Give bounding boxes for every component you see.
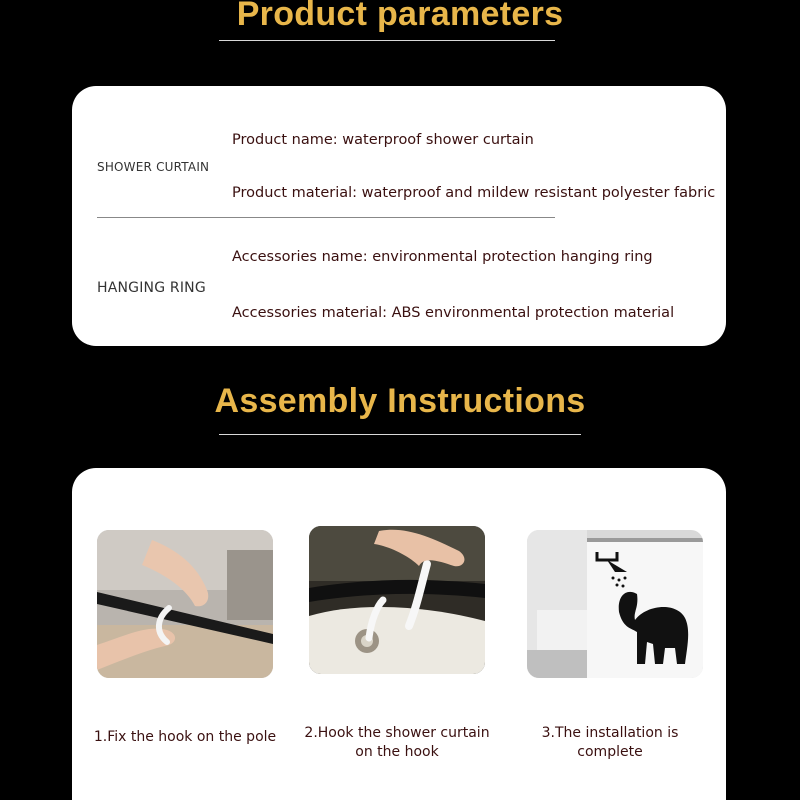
spec-accessories-material: Accessories material: ABS environmental protection material [232,305,675,321]
category-hanging-ring: HANGING RING [97,280,206,296]
assembly-card [72,468,726,800]
parameters-divider [97,217,555,218]
step-2-photo [309,526,485,674]
spec-product-material: Product material: waterproof and mildew resistant polyester fabric [232,185,716,201]
step-1-caption: 1.Fix the hook on the pole [93,729,277,745]
step-3-photo [527,530,703,678]
title-underline [219,434,581,435]
step-2-caption: 2.Hook the shower curtain on the hook [304,725,490,760]
product-parameters-title: Product parameters [236,0,564,33]
title-underline [219,40,555,41]
step-1-photo [97,530,273,678]
assembly-instructions-title: Assembly Instructions [214,382,586,420]
parameters-card [72,86,726,346]
spec-product-name: Product name: waterproof shower curtain [232,132,534,148]
step-3-caption: 3.The installation is complete [541,725,679,760]
category-shower-curtain: SHOWER CURTAIN [97,160,210,174]
spec-accessories-name: Accessories name: environmental protection hanging ring [232,249,653,265]
